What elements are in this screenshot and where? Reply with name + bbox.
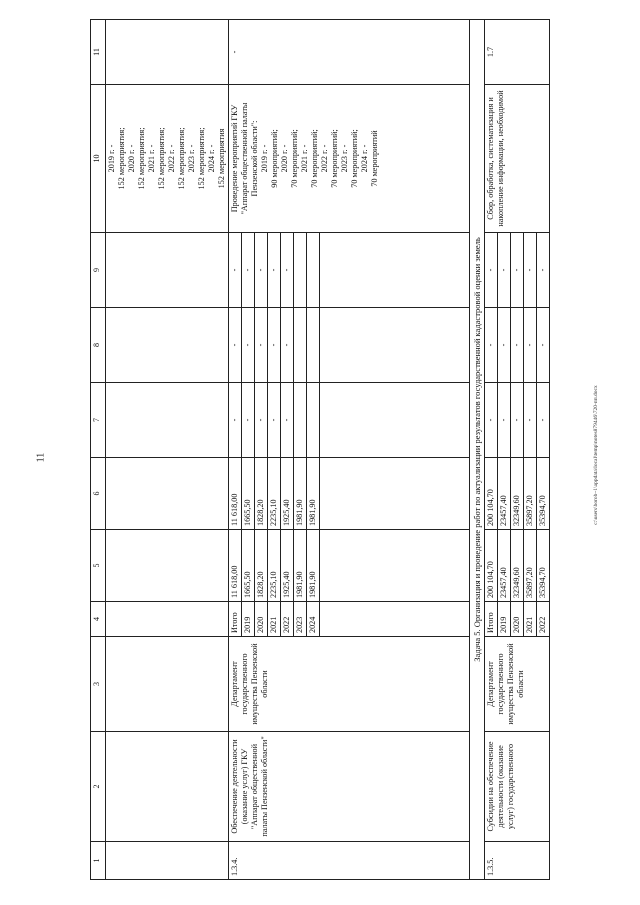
value-cell: -	[537, 308, 550, 383]
value-cell: -	[537, 383, 550, 458]
value-cell: -	[242, 308, 255, 383]
executor: Департамент государственного имущества Пензенской области	[229, 637, 470, 732]
value-cell: -	[485, 383, 498, 458]
header-col-2: 2	[91, 732, 106, 842]
value-cell: -	[229, 308, 242, 383]
header-col-6: 6	[91, 458, 106, 530]
value-cell: 2235,10	[268, 458, 281, 530]
table-row-1-3-5	[485, 20, 498, 880]
value-cell: 35394,70	[537, 530, 550, 602]
value-cell: -	[255, 233, 268, 308]
page-number: 11	[35, 452, 47, 463]
year-cell: 2021	[524, 602, 537, 637]
value-cell: 1981,90	[294, 458, 307, 530]
value-cell: 35897,20	[524, 458, 537, 530]
value-cell: -	[511, 383, 524, 458]
value-cell: -	[268, 233, 281, 308]
header-col-4: 4	[91, 602, 106, 637]
year-cell: 2022	[281, 602, 294, 637]
value-cell: -	[242, 233, 255, 308]
value-cell: 23457,40	[498, 530, 511, 602]
header-col-8: 8	[91, 308, 106, 383]
value-cell: -	[242, 383, 255, 458]
value-cell: -	[511, 308, 524, 383]
year-cell: 2019	[242, 602, 255, 637]
footer-file-path: c:\users\borob~1\appdata\local\temp\notes879446\720-пп.docx	[593, 385, 599, 525]
value-cell: 1665,50	[242, 530, 255, 602]
value-cell: 35897,20	[524, 530, 537, 602]
measure-name: Субсидии на обеспечение деятельности (оказание услуг) государственного	[485, 732, 550, 842]
header-row	[91, 20, 106, 880]
value-cell: 1828,20	[255, 530, 268, 602]
value-cell: 1828,20	[255, 458, 268, 530]
value-cell: -	[524, 233, 537, 308]
executor: Департамент государственного имущества Пензенской области	[485, 637, 550, 732]
indicator-ref: -	[229, 20, 470, 85]
value-total: 11 618,00	[229, 530, 242, 602]
value-cell: -	[485, 233, 498, 308]
measure-indicators: Сбор, обработка, систематизация и накопление информации, необходимой	[485, 85, 550, 233]
continuation-col10: 2019 г. - 152 мероприятия; 2020 г. - 152 мероприятия; 2021 г. - 152 мероприятия; 2022 г. - 152 мероприятия; 2023 г. - 152 мероприятия; 2024 г. - 152 мероприятия	[106, 85, 229, 233]
continuation-row	[106, 20, 229, 880]
value-cell: -	[524, 308, 537, 383]
table-row-1-3-4	[229, 20, 242, 880]
value-cell: 32349,60	[511, 530, 524, 602]
value-cell: -	[255, 383, 268, 458]
header-col-10: 10	[91, 85, 106, 233]
year-cell: 2020	[255, 602, 268, 637]
value-cell: -	[268, 308, 281, 383]
year-cell: 2021	[268, 602, 281, 637]
measure-name: Обеспечение деятельности (оказание услуг) ГКУ "Аппарат общественной палаты Пензенской области"	[229, 732, 470, 842]
value-cell: -	[281, 383, 294, 458]
value-cell: 1925,40	[281, 530, 294, 602]
indicator-ref: 1.7	[485, 20, 550, 85]
header-col-11: 11	[91, 20, 106, 85]
year-cell: 2019	[498, 602, 511, 637]
year-cell: Итого	[485, 602, 498, 637]
value-cell: 1665,50	[242, 458, 255, 530]
value-cell: -	[281, 233, 294, 308]
year-cell: 2022	[537, 602, 550, 637]
header-col-7: 7	[91, 383, 106, 458]
value-cell: -	[498, 233, 511, 308]
value-cell: -	[268, 383, 281, 458]
program-table	[90, 19, 550, 880]
value-cell: 1981,90	[307, 530, 320, 602]
task-5-title: Задача 5. Организация и проведение работ по актуализации результатов государственной кадастровой оценки земель	[470, 20, 485, 880]
year-cell: 2020	[511, 602, 524, 637]
rotated-table-container	[90, 20, 582, 880]
value-cell: -	[255, 308, 268, 383]
value-cell: -	[498, 383, 511, 458]
value-regional: 200 104,70	[485, 458, 498, 530]
value-regional: 11 618,00	[229, 458, 242, 530]
year-cell: 2023	[294, 602, 307, 637]
value-cell: -	[537, 233, 550, 308]
value-cell: 35394,70	[537, 458, 550, 530]
value-cell: 32349,60	[511, 458, 524, 530]
value-cell: -	[524, 383, 537, 458]
value-cell: -	[485, 308, 498, 383]
header-col-5: 5	[91, 530, 106, 602]
year-cell: Итого	[229, 602, 242, 637]
value-cell: -	[229, 233, 242, 308]
year-cell: 2024	[307, 602, 320, 637]
header-col-1: 1	[91, 842, 106, 880]
value-total: 200 104,70	[485, 530, 498, 602]
row-number: 1.3.5.	[485, 842, 550, 880]
value-cell: 2235,10	[268, 530, 281, 602]
value-cell: 1981,90	[307, 458, 320, 530]
row-number: 1.3.4.	[229, 842, 470, 880]
value-cell: -	[229, 383, 242, 458]
value-cell: -	[281, 308, 294, 383]
task-5-row	[470, 20, 485, 880]
value-cell: -	[511, 233, 524, 308]
measure-indicators: Проведение мероприятий ГКУ "Аппарат общественной палаты Пензенской области": 2019 г. - 90 мероприятий; 2020 г. - 70 мероприятий; 2021 г. - 70 мероприятий; 2022 г. - 70 мероприятий; 2023 г. - 70 мероприятий; 2024 г. - 70 мероприятий	[229, 85, 470, 233]
header-col-3: 3	[91, 637, 106, 732]
value-cell: 23457,40	[498, 458, 511, 530]
value-cell: 1981,90	[294, 530, 307, 602]
header-col-9: 9	[91, 233, 106, 308]
value-cell: -	[498, 308, 511, 383]
value-cell: 1925,40	[281, 458, 294, 530]
